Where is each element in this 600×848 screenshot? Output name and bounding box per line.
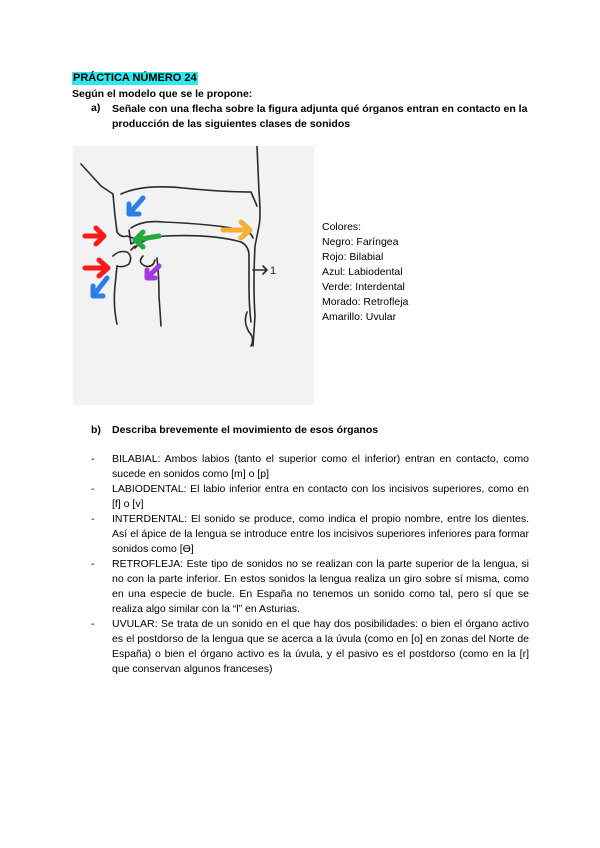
legend-item-rojo: Rojo: Bilabial — [322, 251, 384, 263]
bullet-labiodental: LABIODENTAL: El labio inferior entra en contacto con los incisivos superiores, como en [f] o [v] — [112, 483, 529, 510]
purple-arrow — [147, 266, 159, 278]
question-b-text: Describa brevemente el movimiento de esos órganos — [112, 424, 379, 436]
vocal-tract-figure — [73, 146, 314, 405]
yellow-arrow — [223, 222, 250, 238]
pharynx-front-wall — [249, 256, 251, 322]
bullet-retrofleja: RETROFLEJA: Este tipo de sonidos no se realizan con la parte superior de la lengua, si no con la parte inferior. En estos sonidos la lengua realiza un giro sobre sí misma, como en una especie de bucle. En España no tenemos un sonido como tal, pero sí que se realiza algo similar con la “l” en Asturias. — [112, 558, 529, 615]
red-arrow-upper — [85, 228, 104, 244]
bullet-marker: - — [91, 618, 95, 630]
list-item — [91, 617, 529, 677]
legend-item-amarillo: Amarillo: Uvular — [322, 311, 397, 323]
question-a-letter: a) — [91, 102, 101, 114]
blue-arrow-upper — [129, 198, 143, 214]
pharynx-back-wall — [253, 146, 260, 346]
bullet-uvular: UVULAR: Se trata de un sonido en el que hay dos posibilidades: o bien el órgano activo es el postdorso de la lengua que se acerca a la úvula (como en [o] en zonas del Norte de España) o bien el órgano activo es la úvula, y el pasivo es el postdorso (como en la [r] que conservan algunos franceses) — [112, 618, 529, 675]
legend-item-morado: Morado: Retrofleja — [322, 296, 409, 308]
list-item — [91, 557, 529, 617]
color-legend — [322, 220, 408, 325]
question-b-letter: b) — [91, 424, 101, 436]
figure-label-1: 1 — [270, 265, 277, 277]
bullet-marker: - — [91, 483, 95, 495]
green-arrow — [135, 232, 159, 247]
list-item — [91, 452, 529, 482]
bullet-marker: - — [91, 453, 95, 465]
page-title: PRÁCTICA NÚMERO 24 — [73, 72, 197, 84]
larynx — [245, 312, 252, 346]
tongue-tip — [140, 256, 155, 266]
legend-heading: Colores: — [322, 221, 362, 233]
blue-arrow-lower — [93, 278, 107, 296]
lead-text: Según el modelo que se le propone: — [72, 88, 253, 100]
pointer-arrow — [253, 266, 267, 274]
list-item — [91, 512, 529, 557]
nose-outline — [81, 164, 117, 232]
list-item — [91, 482, 529, 512]
vocal-tract-drawing — [73, 146, 314, 405]
question-a-text: Señale con una flecha sobre la figura adjunta qué órganos entran en contacto en la producción de las siguientes clases de sonidos — [112, 103, 528, 130]
lower-lip-chin — [113, 252, 131, 325]
bullet-interdental: INTERDENTAL: El sonido se produce, como indica el propio nombre, entre los dientes. Así el ápice de la lengua se introduce entre los incisivos superiores inferiores para formar sonidos como [Ɵ] — [112, 513, 529, 555]
legend-item-azul: Azul: Labiodental — [322, 266, 403, 278]
bullet-marker: - — [91, 558, 95, 570]
red-arrow-lower — [85, 260, 108, 276]
legend-item-verde: Verde: Interdental — [322, 281, 405, 293]
description-list — [91, 452, 529, 677]
bullet-marker: - — [91, 513, 95, 525]
legend-item-negro: Negro: Faríngea — [322, 236, 399, 248]
bullet-bilabial: BILABIAL: Ambos labios (tanto el superior como el inferior) entran en contacto, como sucede en sonidos como [m] o [p] — [112, 453, 529, 480]
